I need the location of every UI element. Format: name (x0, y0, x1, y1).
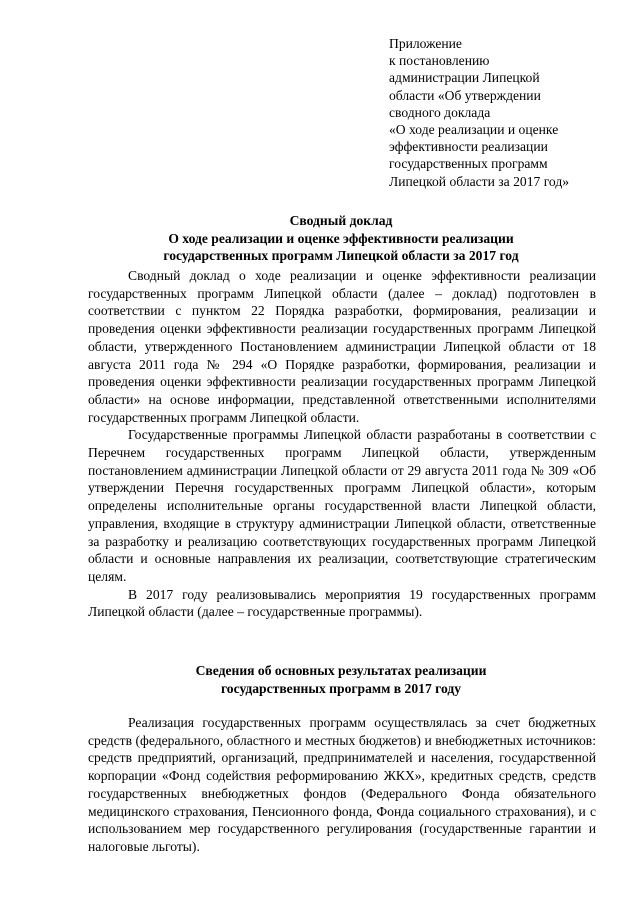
document-title (80, 212, 602, 265)
title-line: О ходе реализации и оценке эффективности реализации (168, 230, 514, 246)
section-title-line: Сведения об основных результатах реализации (195, 663, 487, 678)
section-title-line: государственных программ в 2017 году (220, 680, 462, 696)
appendix-line: области «Об утверждении (389, 87, 541, 103)
appendix-line: Приложение (389, 36, 462, 51)
appendix-line: сводного доклада (389, 104, 491, 120)
appendix-line: государственных программ (389, 156, 548, 172)
appendix-line: к постановлению (389, 53, 490, 69)
title-line: Сводный доклад (289, 213, 393, 228)
appendix-line: эффективности реализации (389, 139, 548, 155)
intro-text (88, 267, 596, 621)
appendix-block (389, 35, 629, 190)
title-line: государственных программ Липецкой области за 2017 год (163, 248, 519, 263)
appendix-line: администрации Липецкой (389, 70, 540, 86)
section-title (80, 662, 602, 697)
section-text (88, 714, 596, 856)
paragraph: Сводный доклад о ходе реализации и оценке эффективности реализации государственных программ Липецкой области (далее – доклад) подготовлен в соответствии с пунктом 22 Порядка разработки, формирования, реализации и проведения оценки эффективности реализации государственных программ Липецкой области, утвержденного Постановлением администрации Липецкой области от 18 августа 2011 года № 294 «О Порядке разработки, формирования, реализации и проведения оценки эффективности реализации государственных программ Липецкой области» на основе информации, представленной ответственными исполнителями государственных программ Липецкой области. (88, 268, 596, 425)
paragraph: В 2017 году реализовывались мероприятия 19 государственных программ Липецкой области (далее – государственные программы). (88, 586, 596, 620)
appendix-line: Липецкой области за 2017 год» (389, 173, 570, 189)
appendix-line: «О ходе реализации и оценке (389, 122, 559, 138)
paragraph: Реализация государственных программ осуществлялась за счет бюджетных средств (федерального, областного и местных бюджетов) и внебюджетных источников: средств предприятий, организаций, предпринимателей и населения, государственной корпорации «Фонд содействия реформированию ЖКХ», кредитных средств, средств государственных внебюджетных фондов (Федерального Фонда обязательного медицинского страхования, Пенсионного фонда, Фонда социального страхования), и с использованием мер государственного регулирования (государственные гарантии и налоговые льготы). (88, 715, 596, 854)
paragraph: Государственные программы Липецкой области разработаны в соответствии с Перечнем государственных программ Липецкой области, утвержденным постановлением администрации Липецкой области от 29 августа 2011 года № 309 «Об утверждении Перечня государственных программ Липецкой области», которым определены исполнительные органы государственной власти Липецкой области, управления, входящие в структуру администрации Липецкой области, ответственные за разработку и реализацию соответствующих государственных программ Липецкой области и основные направления их реализации, соответствующие стратегическим целям. (88, 427, 596, 584)
